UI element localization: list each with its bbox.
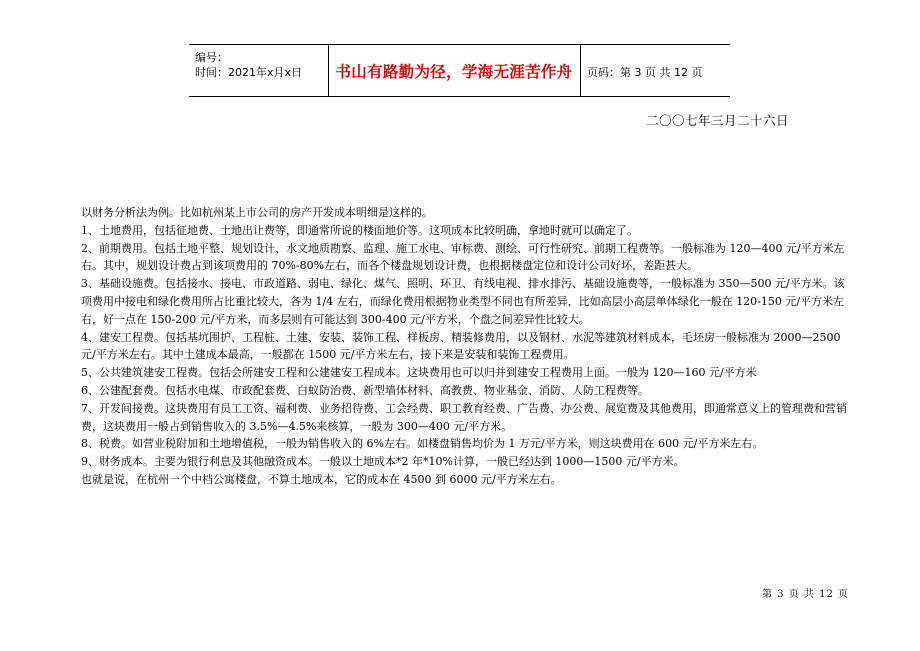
header-page-label: 页码：第 3 页 共 12 页 [587, 66, 703, 79]
paragraph-item-8: 8、税费。如营业税附加和土地增值税，一般为销售收入的 6%左右。如楼盘销售均价为 1 万元/平方米，则这块费用在 600 元/平方米左右。 [81, 437, 764, 451]
paragraph-item-9: 9、财务成本。主要为银行利息及其他融资成本。一般以土地成本*2 年*10%计算，一般已经达到 1000—1500 元/平方米。 [81, 455, 685, 469]
number-label: 编号： [195, 51, 228, 64]
paragraph-item-5: 5、公共建筑建安工程费。包括会所建安工程和公建建安工程成本。这块费用也可以归并到建安工程费用上面。一般为 120—160 元/平方米 [81, 366, 757, 380]
header-meta [195, 50, 302, 80]
page-footer: 第 3 页 共 12 页 [762, 589, 849, 600]
time-label: 时间：2021年x月x日 [195, 66, 303, 79]
paragraph-item-2: 2、前期费用。包括土地平整、规划设计、水文地质勘察、监理、施工水电、审标费、测绘、可行性研究、前期工程费等。一般标准为 120—400 元/平方米左右。其中，规划设计费占到该项费用的 70%-80%左右，而各个楼盘规划设计费，也根据楼盘定位和设计公司好坏，差距甚大。 [81, 241, 845, 273]
paragraph-item-6: 6、公建配套费。包括水电煤、市政配套费、白蚁防治费、新型墙体材料、高教费、物业基金、消防、人防工程费等。 [81, 383, 649, 397]
header-motto: 书山有路勤为径，学海无涯苦作舟 [335, 62, 573, 81]
paragraph-intro: 以财务分析法为例。比如杭州某上市公司的房产开发成本明细是这样的。 [81, 206, 433, 219]
paragraph-item-4: 4、建安工程费。包括基坑围护、工程桩、土建、安装、装饰工程、样板房、精装修费用，以及钢材、水泥等建筑材料成本，毛坯房一般标准为 2000—2500 元/平方米左右。其中土建成本最高，一般都在 1500 元/平方米左右，接下来是安装和装饰工程费用。 [81, 330, 841, 362]
paragraph-summary: 也就是说，在杭州一个中档公寓楼盘，不算土地成本，它的成本在 4500 到 6000 元/平方米左右。 [81, 472, 562, 486]
paragraph-item-1: 1、土地费用，包括征地费、土地出让费等，即通常所说的楼面地价等。这项成本比较明确，拿地时就可以确定了。 [81, 223, 638, 237]
header-divider [580, 45, 581, 96]
paragraph-item-7: 7、开发间接费。这块费用有员工工资、福利费、业务招待费、工会经费、职工教育经费、广告费、办公费、展览费及其他费用，即通常意义上的管理费和营销费，这块费用一般占到销售收入的 3.5%—4.5%来核算，一般为 300—400 元/平方米。 [81, 401, 847, 433]
page-header [189, 44, 730, 97]
document-body [81, 204, 851, 489]
document-date: 二〇〇七年三月二十六日 [646, 113, 790, 128]
paragraph-item-3: 3、基础设施费。包括接水、接电、市政道路、弱电、绿化、煤气、照明、环卫、有线电视、排水排污、基础设施费等，一般标准为 350—500 元/平方米。该项费用中接电和绿化费用所占比重比较大，各为 1/4 左右，而绿化费用根据物业类型不同也有所差异，比如高层小高层单体绿化一般在 120-150 元/平方米左右，好一点在 150-200 元/平方米，而多层则有可能达到 300-400 元/平方米，个盘之间差异性比较大。 [81, 277, 845, 326]
